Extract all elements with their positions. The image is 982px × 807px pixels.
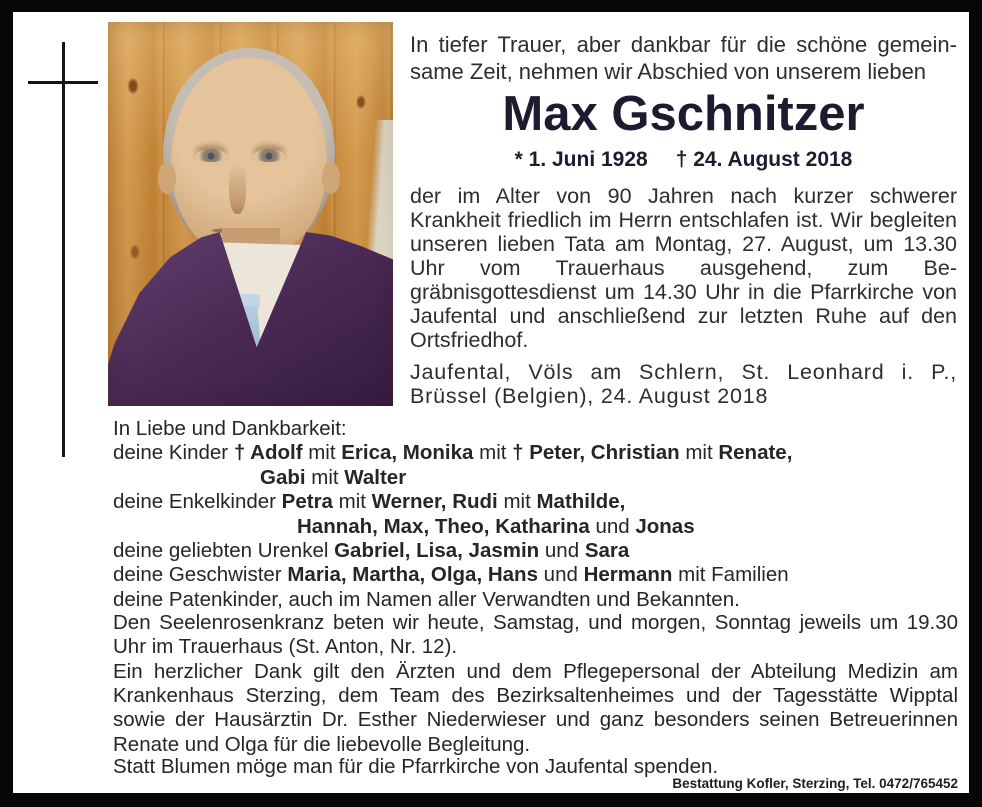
photo-vignette [108,22,393,406]
family-line-children-2: Gabi mit Walter [260,465,407,489]
birth-date: * 1. Juni 1928 [514,148,648,171]
cross-symbol [62,42,65,457]
condolence-heading: In Liebe und Dankbarkeit: [113,417,347,440]
death-date: † 24. August 2018 [675,148,853,171]
deceased-name: Max Gschnitzer [502,87,865,141]
places-date-line: Jaufental, Völs am Schlern, St. Leonhard i. P., Brüssel (Belgien), 24. August 2018 [410,360,957,408]
family-line-godchildren: deine Patenkinder, auch im Namen aller Verwandten und Bekannten. [113,587,740,611]
card-sheet [13,12,969,793]
cross-symbol-bar [28,81,98,84]
family-line-siblings: deine Geschwister Maria, Martha, Olga, Hans und Hermann mit Familien [113,563,789,587]
family-list [113,417,958,612]
family-line-grandchildren-2: Hannah, Max, Theo, Katharina und Jonas [297,514,695,538]
donation-notice: Statt Blumen möge man für die Pfarrkirche von Jaufental spenden. [113,755,719,778]
family-line-children: deine Kinder † Adolf mit Erica, Monika mit † Peter, Christian mit Renate, [113,441,793,465]
intro-text: In tiefer Trauer, aber dankbar für die schöne gemeinsame Zeit, nehmen wir Abschied von unserem lieben [410,32,957,84]
family-line-great-grandchildren: deine geliebten Urenkel Gabriel, Lisa, Jasmin und Sara [113,539,630,563]
family-line-grandchildren: deine Enkelkinder Petra mit Werner, Rudi mit Mathilde, [113,490,626,514]
obituary-text: der im Alter von 90 Jahren nach kurzer schwerer Krankheit friedlich im Herrn entschlafen ist. Wir begleiten unseren lieben Tata am Montag, 27. August, um 13.30 Uhr vom Trauerhaus ausgehend, zum Begräbnisgottesdienst um 14.30 Uhr in die Pfarrkirche von Jaufental und anschließend zur letzten Ruhe auf den Ortsfriedhof. [410,184,957,352]
thanks-notice: Ein herzlicher Dank gilt den Ärzten und dem Pflegepersonal der Abteilung Medizin am Krankenhaus Sterzing, dem Team des Bezirksaltenheimes und der Tagesstätte Wipptal sowie der Hausärztin Dr. Esther Niederwieser und ganz besonders seinen Betreuerinnen Renate und Olga für die liebevolle Begleitung. [113,660,958,756]
rosary-notice: Den Seelenrosenkranz beten wir heute, Samstag, und morgen, Sonntag jeweils um 19.30 Uhr im Trauerhaus (St. Anton, Nr. 12). [113,611,958,659]
life-dates [410,148,957,172]
funeral-home-credit: Bestattung Kofler, Sterzing, Tel. 0472/765452 [672,776,958,791]
portrait-photo [108,22,393,406]
